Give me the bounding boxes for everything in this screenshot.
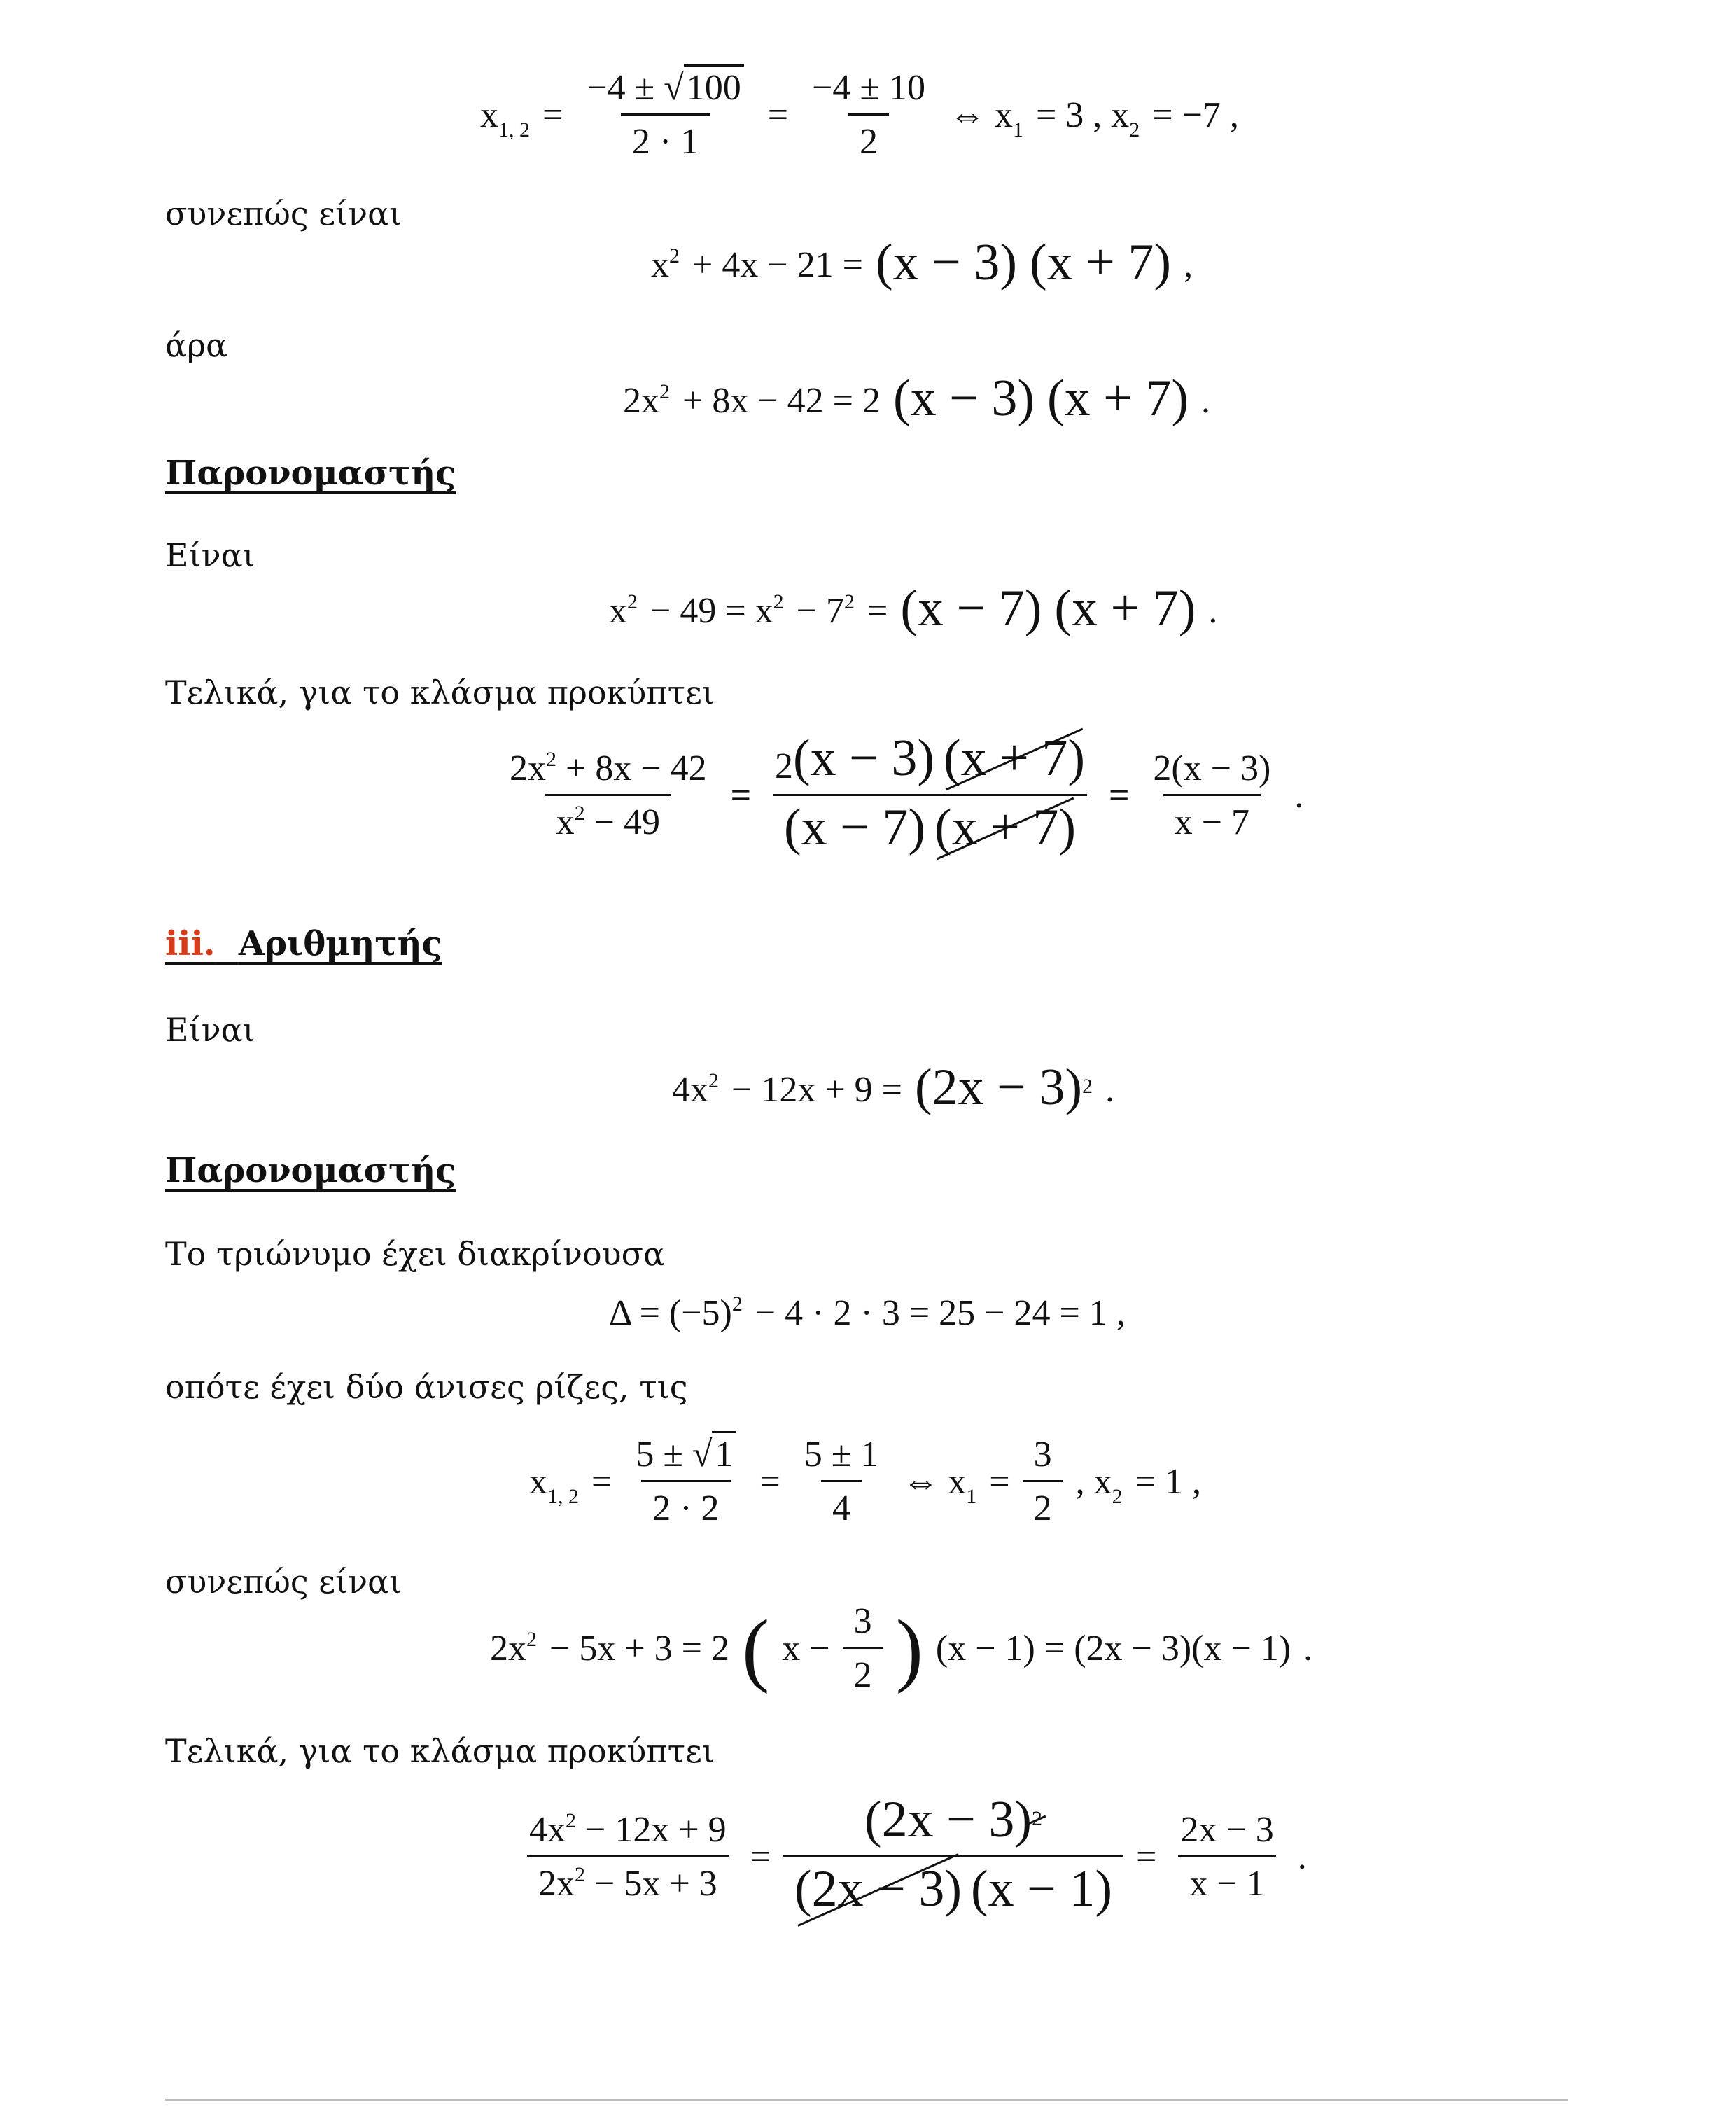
roots-equation-1: $x_{1, 2}$ = $\frac{-4 \pm √100}{2 \cdot 1}$ = $\frac{-4 \pm 10}{2}$ ⇔ $x_1$ = 3 , $x_2$ = −7 , bbox=[480, 70, 1239, 160]
cancelled-exponent: 2 bbox=[1032, 1807, 1043, 1830]
factor-equation-1: $x^2$ + 4x − 21 = (x − 3) (x + 7) , bbox=[651, 234, 1194, 291]
section-number: iii. bbox=[165, 924, 216, 963]
text-it-is-2: Είναι bbox=[165, 1011, 255, 1049]
text-it-is: Είναι bbox=[165, 536, 255, 574]
text-two-roots: οπότε έχει δύο άνισες ρίζες, τις bbox=[165, 1368, 688, 1406]
fraction: $\frac{2x^2 + 8x - 42}{x^2 - 49}$ bbox=[510, 748, 707, 842]
text-therefore: άρα bbox=[165, 326, 228, 364]
heading-denominator-2: Παρονομαστής bbox=[165, 1151, 456, 1190]
text-discriminant-intro: Το τριώνυμο έχει διακρίνουσα bbox=[165, 1235, 666, 1273]
factor-equation-3: $2x^2$ − 5x + 3 = 2 ( x − $\frac{3}{2}$ ) (x − 1) = (2x − 3)(x − 1) . bbox=[490, 1601, 1313, 1695]
fraction: $\frac{3}{2}$ bbox=[1023, 1437, 1063, 1527]
roots-equation-2: $x_{1, 2}$ = $\frac{5 \pm √1}{2 \cdot 2}$ = $\frac{5 \pm 1}{4}$ ⇔ $x_1$ = $\frac{3}{2}$ , $x_2$ = 1 , bbox=[529, 1437, 1201, 1527]
fraction: $\frac{2x - 3}{x - 1}$ bbox=[1169, 1812, 1284, 1902]
discriminant-equation: $\Delta = (-5)^2$ − 4 · 2 · 3 = 25 − 24 = 1 , bbox=[609, 1292, 1126, 1333]
fraction: $\frac{3}{2}$ bbox=[843, 1603, 883, 1694]
fraction: $\frac{4x^2 - 12x + 9}{2x^2 - 5x + 3}$ bbox=[518, 1812, 738, 1902]
fraction: $\frac{(2x - 3)2}{(2x - 3) (x - 1)}$ bbox=[783, 1797, 1124, 1918]
cancelled-factor: (x + 7) bbox=[944, 730, 1086, 787]
heading-numerator: iii. Αριθμητής bbox=[165, 924, 442, 963]
cancelled-factor: (2x − 3) bbox=[794, 1860, 962, 1918]
text-consequently: συνεπώς είναι bbox=[165, 195, 402, 232]
fraction: $\frac{5 \pm 1}{4}$ bbox=[804, 1435, 879, 1528]
fraction-simplification-2: $\frac{4x^2 - 12x + 9}{2x^2 - 5x + 3}$ = $\frac{(2x - 3)2}{(2x - 3) (x - 1)}$ = $\frac{2x - 3}{x - 1}$ . bbox=[518, 1797, 1307, 1918]
page-bottom-rule bbox=[165, 2099, 1568, 2101]
text-consequently-2: συνεπώς είναι bbox=[165, 1563, 402, 1601]
fraction: $\frac{2(x - 3)}{x - 7}$ bbox=[1153, 748, 1271, 842]
text-finally-2: Τελικά, για το κλάσμα προκύπτει bbox=[165, 1732, 715, 1770]
factor-equation-2: $2x^2$ + 8x − 42 = 2 (x − 3) (x + 7) . bbox=[623, 370, 1211, 427]
fraction-simplification-1: $\frac{2x^2 + 8x - 42}{x^2 - 49}$ = $\frac{2(x - 3) (x + 7)}{(x - 7) (x + 7)}$ = $\frac{2(x - 3)}{x - 7}$ . bbox=[498, 735, 1303, 856]
text-finally: Τελικά, για το κλάσμα προκύπτει bbox=[165, 674, 715, 711]
perfect-square-equation: $4x^2$ − 12x + 9 = $(2x - 3)^2$ . bbox=[672, 1059, 1115, 1116]
heading-denominator: Παρονομαστής bbox=[165, 454, 456, 493]
cancelled-factor: (x + 7) bbox=[934, 799, 1077, 856]
fraction: $\frac{-4 \pm 10}{2}$ bbox=[812, 68, 925, 162]
fraction: $\frac{-4 \pm √100}{2 \cdot 1}$ bbox=[575, 70, 755, 160]
fraction: $\frac{2(x - 3) (x + 7)}{(x - 7) (x + 7)}$ bbox=[764, 735, 1096, 856]
fraction: $\frac{5 \pm √1}{2 \cdot 2}$ bbox=[624, 1437, 747, 1527]
difference-of-squares-equation: $x^2$ − $49 = x^2$ − $7^2$ = (x − 7) (x + 7) . bbox=[609, 580, 1218, 637]
